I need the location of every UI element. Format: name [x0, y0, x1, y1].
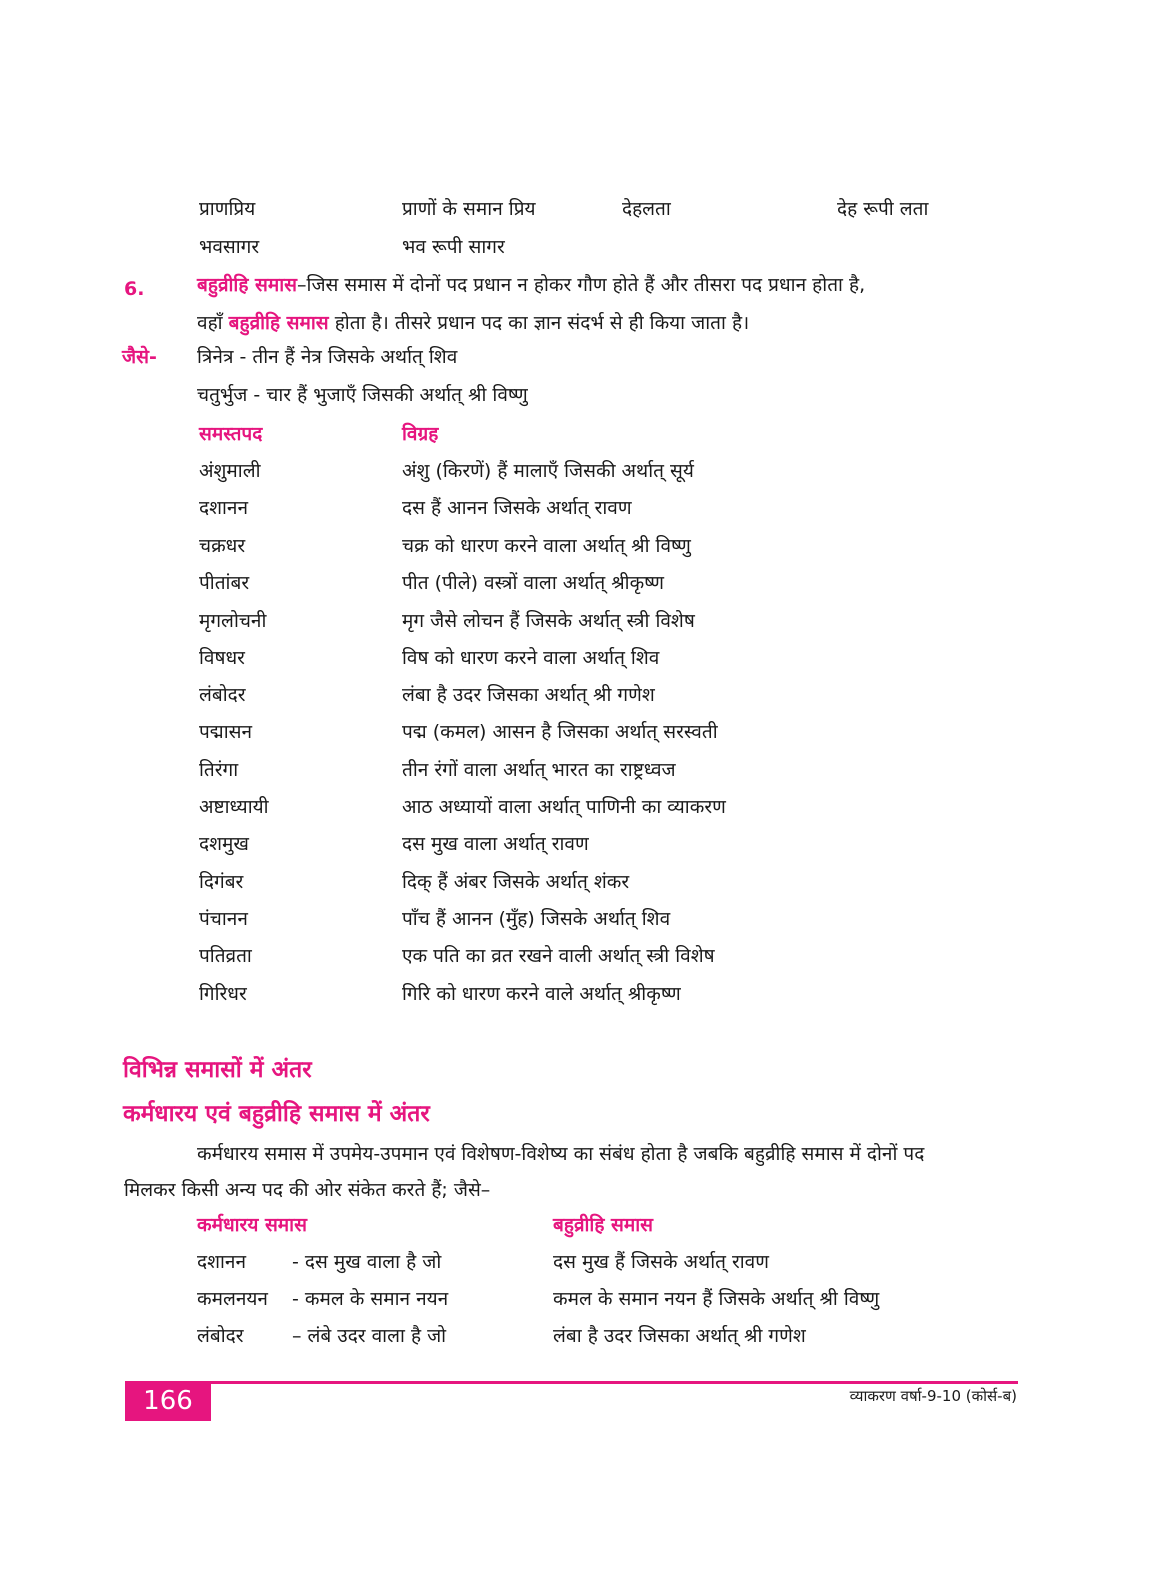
compound-word: लंबोदर: [197, 1325, 244, 1347]
column-header: कर्मधारय समास: [197, 1214, 307, 1236]
top-row: [199, 228, 999, 266]
table-row: [199, 900, 999, 938]
vigrah: प्राणों के समान प्रिय: [402, 198, 536, 220]
vigrah: पाँच हैं आनन (मुँह) जिसके अर्थात् शिव: [402, 908, 671, 930]
samastpad: दिगंबर: [199, 871, 244, 893]
section-definition: [197, 266, 1017, 342]
samastpad: चक्रधर: [199, 535, 246, 557]
vigrah: देह रूपी लता: [837, 198, 929, 220]
section-number: 6.: [124, 278, 145, 300]
top-row: [199, 190, 999, 228]
table-row: [199, 825, 999, 863]
column-header: बहुव्रीहि समास: [553, 1214, 654, 1236]
definition-line-2: [197, 304, 1017, 342]
vigrah: लंबा है उदर जिसका अर्थात् श्री गणेश: [402, 684, 655, 706]
vigrah: चक्र को धारण करने वाला अर्थात् श्री विष्णु: [402, 535, 691, 557]
karmadharay-meaning: - दस मुख वाला है जो: [292, 1251, 442, 1273]
samastpad: पीतांबर: [199, 572, 250, 594]
definition-line-1: [197, 266, 1017, 304]
table-row: [199, 676, 999, 714]
definition-text: वहाँ: [197, 312, 229, 334]
samastpad: मृगलोचनी: [199, 610, 267, 632]
definition-text: होता है। तीसरे प्रधान पद का ज्ञान संदर्भ से ही किया जाता है।: [328, 312, 750, 334]
samastpad: भवसागर: [199, 236, 260, 258]
samastpad: पद्मासन: [199, 721, 253, 743]
vigrah: दिक् हैं अंबर जिसके अर्थात् शंकर: [402, 871, 630, 893]
table-row: [199, 452, 999, 490]
paragraph-line: कर्मधारय समास में उपमेय-उपमान एवं विशेषण-विशेष्य का संबंध होता है जबकि बहुव्रीहि समास में दोनों पद: [197, 1143, 925, 1165]
vigrah: दस मुख वाला अर्थात् रावण: [402, 833, 589, 855]
vigrah: अंशु (किरणें) हैं मालाएँ जिसकी अर्थात् सूर्य: [402, 460, 694, 482]
samastpad: विषधर: [199, 647, 245, 669]
table-row: [199, 564, 999, 602]
samastpad: देहलता: [622, 198, 671, 220]
section-subheading: कर्मधारय एवं बहुव्रीहि समास में अंतर: [123, 1101, 430, 1127]
table-row: [199, 788, 999, 826]
table-row: [199, 602, 999, 640]
bahuvrihi-meaning: कमल के समान नयन हैं जिसके अर्थात् श्री विष्णु: [553, 1288, 880, 1310]
samastpad: लंबोदर: [199, 684, 246, 706]
term-highlight: बहुव्रीहि समास: [197, 274, 298, 296]
samastpad: तिरंगा: [199, 759, 239, 781]
example-line: चतुर्भुज - चार हैं भुजाएँ जिसकी अर्थात् श्री विष्णु: [197, 384, 528, 406]
footer-rule: [125, 1381, 1018, 1384]
term-highlight: बहुव्रीहि समास: [228, 312, 329, 334]
vigrah: पद्म (कमल) आसन है जिसका अर्थात् सरस्वती: [402, 721, 718, 743]
page-number: 166: [125, 1381, 211, 1421]
vigrah: आठ अध्यायों वाला अर्थात् पाणिनी का व्याकरण: [402, 796, 726, 818]
definition-text: –जिस समास में दोनों पद प्रधान न होकर गौण होते हैं और तीसरा पद प्रधान होता है,: [297, 274, 866, 296]
column-header: विग्रह: [402, 423, 439, 445]
paragraph-line: मिलकर किसी अन्य पद की ओर संकेत करते हैं; जैसे–: [124, 1179, 491, 1201]
samastpad: पंचानन: [199, 908, 248, 930]
samastpad: गिरिधर: [199, 983, 247, 1005]
bahuvrihi-meaning: दस मुख हैं जिसके अर्थात् रावण: [553, 1251, 769, 1273]
examples-label: जैसे-: [122, 346, 157, 368]
table-row: [199, 863, 999, 901]
section-heading: विभिन्न समासों में अंतर: [123, 1057, 312, 1083]
compound-word: दशानन: [197, 1251, 247, 1273]
table-header: [199, 415, 999, 453]
samastpad: अंशुमाली: [199, 460, 261, 482]
table-row: [199, 975, 999, 1013]
samastpad: दशमुख: [199, 833, 249, 855]
compound-word: कमलनयन: [197, 1288, 268, 1310]
column-header: समस्तपद: [199, 423, 263, 445]
table-row: [199, 751, 999, 789]
vigrah: एक पति का व्रत रखने वाली अर्थात् स्त्री विशेष: [402, 945, 715, 967]
vigrah: तीन रंगों वाला अर्थात् भारत का राष्ट्रध्वज: [402, 759, 676, 781]
samastpad: दशानन: [199, 497, 249, 519]
table-row: [199, 489, 999, 527]
samastpad: पतिव्रता: [199, 945, 252, 967]
vigrah: विष को धारण करने वाला अर्थात् शिव: [402, 647, 660, 669]
karmadharay-meaning: – लंबे उदर वाला है जो: [292, 1325, 447, 1347]
table-row: [199, 639, 999, 677]
karmadharay-meaning: - कमल के समान नयन: [292, 1288, 449, 1310]
table-row: [199, 713, 999, 751]
bahuvrihi-meaning: लंबा है उदर जिसका अर्थात् श्री गणेश: [553, 1325, 806, 1347]
vigrah: पीत (पीले) वस्त्रों वाला अर्थात् श्रीकृष्ण: [402, 572, 665, 594]
vigrah: दस हैं आनन जिसके अर्थात् रावण: [402, 497, 632, 519]
book-title: व्याकरण वर्षा-9-10 (कोर्स-ब): [849, 1387, 1017, 1405]
vigrah: भव रूपी सागर: [402, 236, 505, 258]
samastpad: अष्टाध्यायी: [199, 796, 269, 818]
table-row: [199, 937, 999, 975]
table-row: [199, 527, 999, 565]
example-line: त्रिनेत्र - तीन हैं नेत्र जिसके अर्थात् शिव: [197, 346, 458, 368]
vigrah: गिरि को धारण करने वाले अर्थात् श्रीकृष्ण: [402, 983, 681, 1005]
vigrah: मृग जैसे लोचन हैं जिसके अर्थात् स्त्री विशेष: [402, 610, 695, 632]
samastpad: प्राणप्रिय: [199, 198, 256, 220]
